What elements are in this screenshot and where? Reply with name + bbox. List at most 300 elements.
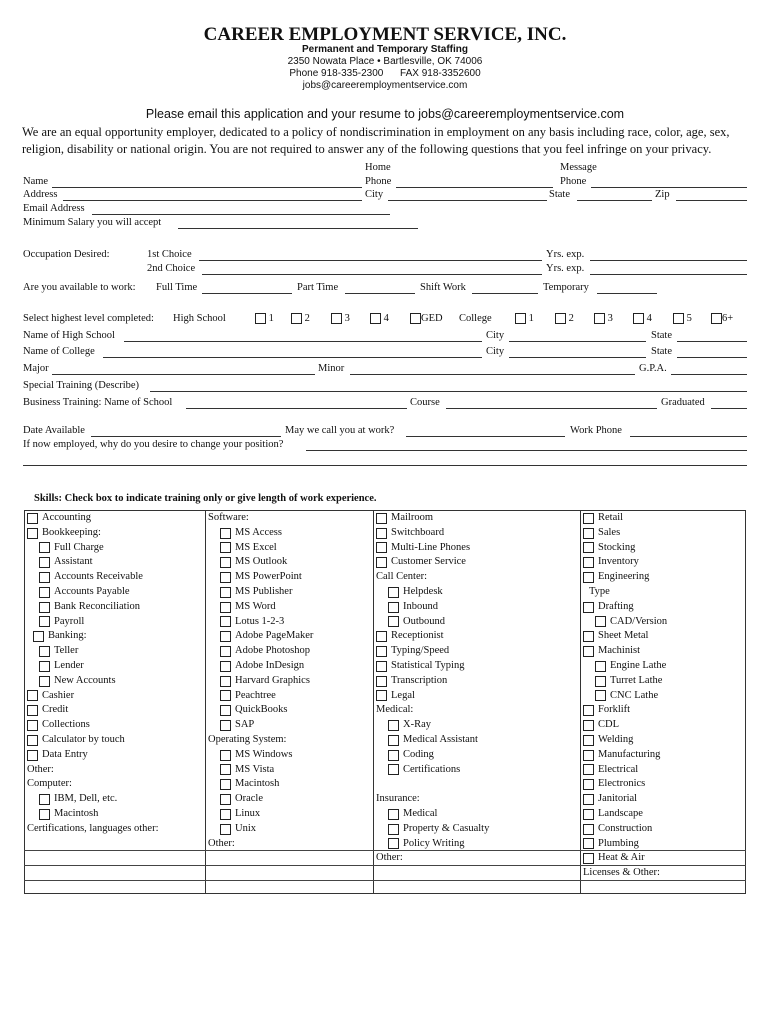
skill-label: Licenses & Other: [583, 867, 660, 879]
skill-manufacturing[interactable] [583, 748, 745, 763]
hs-level-3[interactable]: 3 [331, 313, 350, 324]
skill-adobe-pagemaker[interactable] [208, 629, 371, 644]
skill-computer [27, 777, 203, 792]
company-fax: FAX 918-3352600 [400, 68, 481, 79]
checkbox-icon[interactable] [220, 631, 231, 642]
checkbox-icon[interactable] [39, 616, 50, 627]
checkbox-icon[interactable] [220, 587, 231, 598]
skill-label: Macintosh [54, 807, 99, 819]
skill-ms-word[interactable] [208, 600, 371, 615]
city-field[interactable] [388, 200, 547, 201]
skill-other [376, 851, 578, 866]
skill-label: Property & Casualty [403, 822, 490, 834]
hs-level-2[interactable]: 2 [291, 313, 310, 324]
minor-field[interactable] [350, 374, 635, 375]
email-label: Email Address [23, 203, 85, 214]
checkbox-icon[interactable] [583, 572, 594, 583]
skill-label: Computer: [27, 778, 72, 790]
skill-policy-writing[interactable] [376, 837, 578, 852]
checkbox-icon[interactable] [27, 690, 38, 701]
skill-calculator-by-touch[interactable] [27, 733, 203, 748]
checkbox-icon[interactable] [220, 779, 231, 790]
skill-quickbooks[interactable] [208, 703, 371, 718]
skill-certifications-languages-other [27, 822, 203, 837]
checkbox-icon[interactable] [220, 705, 231, 716]
skill-data-entry[interactable] [27, 748, 203, 763]
state-field[interactable] [577, 200, 652, 201]
checkbox-icon[interactable] [27, 750, 38, 761]
address-field[interactable] [63, 200, 362, 201]
minor-label: Minor [318, 363, 345, 374]
skill-macintosh[interactable] [27, 807, 203, 822]
skill-label: Macintosh [235, 778, 280, 790]
checkbox-icon[interactable] [388, 809, 399, 820]
skill-ms-publisher[interactable] [208, 585, 371, 600]
checkbox-icon[interactable] [376, 557, 387, 568]
skill-receptionist[interactable] [376, 629, 578, 644]
skill-label: Drafting [598, 600, 634, 612]
checkbox-icon[interactable] [220, 764, 231, 775]
skill-ms-windows[interactable] [208, 748, 371, 763]
full-time-field[interactable] [202, 293, 292, 294]
skill-mailroom[interactable] [376, 511, 578, 526]
skill-peachtree[interactable] [208, 689, 371, 704]
checkbox-icon[interactable] [583, 602, 594, 613]
checkbox-icon[interactable] [583, 853, 594, 864]
checkbox-icon[interactable] [595, 690, 606, 701]
checkbox-icon[interactable] [220, 676, 231, 687]
skill-multi-line-phones[interactable] [376, 541, 578, 556]
college-city-field[interactable] [509, 357, 646, 358]
checkbox-icon[interactable] [583, 646, 594, 657]
skill-electrical[interactable] [583, 763, 745, 778]
checkbox-icon[interactable] [583, 750, 594, 761]
checkbox-icon[interactable] [583, 824, 594, 835]
skill-certifications[interactable] [376, 763, 578, 778]
home-label: Home [365, 162, 391, 173]
skill-blank-18 [376, 777, 578, 792]
skill-construction[interactable] [583, 822, 745, 837]
skill-cashier[interactable] [27, 689, 203, 704]
skill-label: Unix [235, 822, 256, 834]
second-yrs-label: Yrs. exp. [546, 263, 585, 274]
skill-medical-assistant[interactable] [376, 733, 578, 748]
skill-label: Landscape [598, 807, 643, 819]
skill-label: MS Publisher [235, 585, 293, 597]
checkbox-icon[interactable] [515, 313, 526, 324]
skill-banking[interactable] [27, 629, 203, 644]
checkbox-icon[interactable] [220, 572, 231, 583]
skill-ibm-dell-etc[interactable] [27, 792, 203, 807]
skill-label: Linux [235, 807, 261, 819]
course-label: Course [410, 397, 440, 408]
checkbox-icon[interactable] [376, 513, 387, 524]
checkbox-icon[interactable] [220, 690, 231, 701]
message-phone-field[interactable] [591, 187, 747, 188]
skill-electronics[interactable] [583, 777, 745, 792]
checkbox-icon[interactable] [583, 542, 594, 553]
work-phone-label: Work Phone [570, 425, 622, 436]
name-field[interactable] [52, 187, 362, 188]
skill-label: MS Windows [235, 748, 293, 760]
checkbox-icon[interactable] [39, 557, 50, 568]
skill-label: Calculator by touch [42, 733, 125, 745]
skill-label: Bank Reconciliation [54, 600, 141, 612]
checkbox-icon[interactable] [711, 313, 722, 324]
city-label: City [365, 189, 384, 200]
major-field[interactable] [52, 374, 315, 375]
skill-other [27, 763, 203, 778]
work-phone-field[interactable] [630, 436, 747, 437]
checkbox-icon[interactable] [220, 661, 231, 672]
skill-label: Certifications [403, 763, 461, 775]
skill-label: MS Access [235, 526, 282, 538]
skill-full-charge[interactable] [27, 541, 203, 556]
checkbox-icon[interactable] [376, 528, 387, 539]
checkbox-icon[interactable] [376, 690, 387, 701]
skill-inbound[interactable] [376, 600, 578, 615]
hs-name-field[interactable] [124, 341, 482, 342]
first-yrs-field[interactable] [590, 260, 747, 261]
skill-payroll[interactable] [27, 615, 203, 630]
state-label: State [549, 189, 570, 200]
college-level-4[interactable]: 4 [633, 313, 652, 324]
skill-cad-version[interactable] [583, 615, 745, 630]
first-choice-label: 1st Choice [147, 249, 192, 260]
skill-type [583, 585, 745, 600]
skill-collections[interactable] [27, 718, 203, 733]
skill-label: Heat & Air [598, 852, 645, 864]
checkbox-icon[interactable] [583, 631, 594, 642]
skill-label: Coding [403, 748, 434, 760]
skill-assistant[interactable] [27, 555, 203, 570]
skill-ms-access[interactable] [208, 526, 371, 541]
skill-lotus-1-2-3[interactable] [208, 615, 371, 630]
checkbox-icon[interactable] [583, 735, 594, 746]
college-level-1[interactable]: 1 [515, 313, 534, 324]
skill-macintosh[interactable] [208, 777, 371, 792]
checkbox-icon[interactable] [555, 313, 566, 324]
skill-welding[interactable] [583, 733, 745, 748]
checkbox-icon[interactable] [39, 572, 50, 583]
college-state-field[interactable] [677, 357, 747, 358]
checkbox-icon[interactable] [376, 661, 387, 672]
checkbox-icon[interactable] [291, 313, 302, 324]
checkbox-icon[interactable] [388, 735, 399, 746]
skill-label: MS Outlook [235, 556, 288, 568]
skill-cdl[interactable] [583, 718, 745, 733]
graduated-label: Graduated [661, 397, 705, 408]
checkbox-icon[interactable] [410, 313, 421, 324]
checkbox-icon[interactable] [33, 631, 44, 642]
skill-label: Other: [208, 837, 235, 849]
skill-label: Inbound [403, 600, 438, 612]
skill-coding[interactable] [376, 748, 578, 763]
checkbox-icon[interactable] [27, 735, 38, 746]
checkbox-icon[interactable] [583, 809, 594, 820]
course-field[interactable] [446, 408, 657, 409]
skill-label: Credit [42, 704, 69, 716]
checkbox-icon[interactable] [376, 542, 387, 553]
hs-level-4[interactable]: 4 [370, 313, 389, 324]
checkbox-icon[interactable] [39, 809, 50, 820]
checkbox-icon[interactable] [220, 824, 231, 835]
checkbox-icon[interactable] [39, 794, 50, 805]
skill-label: MS Excel [235, 541, 277, 553]
skill-machinist[interactable] [583, 644, 745, 659]
skill-teller[interactable] [27, 644, 203, 659]
hs-city-field[interactable] [509, 341, 646, 342]
checkbox-icon[interactable] [388, 824, 399, 835]
special-training-label: Special Training (Describe) [23, 380, 140, 391]
checkbox-icon[interactable] [39, 676, 50, 687]
checkbox-icon[interactable] [376, 676, 387, 687]
checkbox-icon[interactable] [583, 794, 594, 805]
skill-label: Outbound [403, 615, 445, 627]
skill-plumbing[interactable] [583, 837, 745, 852]
call-at-work-field[interactable] [406, 436, 565, 437]
special-training-field[interactable] [150, 391, 747, 392]
checkbox-icon[interactable] [220, 602, 231, 613]
college-level-5[interactable]: 5 [673, 313, 692, 324]
zip-field[interactable] [676, 200, 747, 201]
checkbox-icon[interactable] [388, 587, 399, 598]
skill-janitorial[interactable] [583, 792, 745, 807]
skill-label: Switchboard [391, 526, 445, 538]
skill-adobe-photoshop[interactable] [208, 644, 371, 659]
skill-label: Helpdesk [403, 585, 443, 597]
checkbox-icon[interactable] [583, 513, 594, 524]
checkbox-icon[interactable] [673, 313, 684, 324]
skill-label: Customer Service [391, 556, 466, 568]
checkbox-icon[interactable] [388, 720, 399, 731]
checkbox-icon[interactable] [583, 720, 594, 731]
checkbox-icon[interactable] [220, 616, 231, 627]
college-level-2[interactable]: 2 [555, 313, 574, 324]
checkbox-icon[interactable] [388, 764, 399, 775]
address-label: Address [23, 189, 58, 200]
checkbox-icon[interactable] [39, 646, 50, 657]
skill-harvard-graphics[interactable] [208, 674, 371, 689]
skill-drafting[interactable] [583, 600, 745, 615]
skill-turret-lathe[interactable] [583, 674, 745, 689]
checkbox-icon[interactable] [220, 794, 231, 805]
skill-label: Medical: [376, 704, 414, 716]
checkbox-icon[interactable] [27, 513, 38, 524]
skill-ms-excel[interactable] [208, 541, 371, 556]
message-phone-label: Phone [560, 176, 587, 187]
skill-label: Data Entry [42, 748, 88, 760]
skill-outbound[interactable] [376, 615, 578, 630]
skill-label: Retail [598, 512, 624, 523]
skill-credit[interactable] [27, 703, 203, 718]
eeo-policy: We are an equal opportunity employer, dedicated to a policy of nondiscrimination in employment on any basis including race, color, age, sex, religion, disability or national origin. You are not required to answer any of the following questions that you feel infringe on your privacy. [22, 125, 730, 156]
checkbox-icon[interactable] [594, 313, 605, 324]
phone-fax-line [0, 68, 770, 79]
skill-sales[interactable] [583, 526, 745, 541]
checkbox-icon[interactable] [27, 528, 38, 539]
checkbox-icon[interactable] [39, 542, 50, 553]
skill-cnc-lathe[interactable] [583, 689, 745, 704]
skill-label: Software: [208, 512, 249, 523]
college-state-label: State [651, 346, 672, 357]
college-name-field[interactable] [103, 357, 482, 358]
skill-helpdesk[interactable] [376, 585, 578, 600]
skill-medical [376, 703, 578, 718]
salary-field[interactable] [178, 228, 418, 229]
skill-heat-air[interactable] [583, 851, 745, 866]
skill-ms-outlook[interactable] [208, 555, 371, 570]
skill-ms-vista[interactable] [208, 763, 371, 778]
skills-column-3 [376, 511, 578, 866]
temporary-field[interactable] [597, 293, 657, 294]
checkbox-icon[interactable] [583, 838, 594, 849]
skill-label: Adobe PageMaker [235, 630, 314, 642]
second-yrs-field[interactable] [590, 274, 747, 275]
checkbox-icon[interactable] [595, 616, 606, 627]
skill-property-casualty[interactable] [376, 822, 578, 837]
skill-accounting[interactable] [27, 511, 203, 526]
email-instruction: Please email this application and your resume to jobs@careeremploymentservice.com [145, 107, 625, 121]
skill-label: MS PowerPoint [235, 571, 302, 583]
graduated-field[interactable] [711, 408, 747, 409]
gpa-field[interactable] [671, 374, 747, 375]
skill-label: IBM, Dell, etc. [54, 793, 118, 805]
checkbox-icon[interactable] [220, 720, 231, 731]
skill-accounts-receivable[interactable] [27, 570, 203, 585]
skill-ms-powerpoint[interactable] [208, 570, 371, 585]
skill-engineering[interactable] [583, 570, 745, 585]
skill-label: Teller [54, 645, 79, 657]
checkbox-icon[interactable] [220, 809, 231, 820]
ged-option[interactable]: GED [410, 313, 443, 324]
skill-oracle[interactable] [208, 792, 371, 807]
skill-label: Lotus 1-2-3 [235, 615, 285, 627]
checkbox-icon[interactable] [27, 720, 38, 731]
checkbox-icon[interactable] [595, 676, 606, 687]
skill-linux[interactable] [208, 807, 371, 822]
skill-label: Other: [376, 852, 403, 864]
skill-label: New Accounts [54, 674, 116, 686]
education-select-label: Select highest level completed: [23, 313, 154, 324]
checkbox-icon[interactable] [39, 587, 50, 598]
skill-customer-service[interactable] [376, 555, 578, 570]
hs-level-1[interactable]: 1 [255, 313, 274, 324]
skill-label: Manufacturing [598, 748, 661, 760]
college-level-6[interactable]: 6+ [711, 313, 733, 324]
first-choice-field[interactable] [199, 260, 542, 261]
skill-retail[interactable] [583, 511, 745, 526]
skill-accounts-payable[interactable] [27, 585, 203, 600]
skill-label: Stocking [598, 541, 636, 553]
skills-column-4 [583, 511, 745, 881]
checkbox-icon[interactable] [255, 313, 266, 324]
part-time-field[interactable] [345, 293, 415, 294]
checkbox-icon[interactable] [376, 646, 387, 657]
skill-landscape[interactable] [583, 807, 745, 822]
skill-legal[interactable] [376, 689, 578, 704]
checkbox-icon[interactable] [27, 705, 38, 716]
skill-stocking[interactable] [583, 541, 745, 556]
skill-medical[interactable] [376, 807, 578, 822]
skill-label: Cashier [42, 689, 75, 701]
skill-sheet-metal[interactable] [583, 629, 745, 644]
date-available-field[interactable] [91, 436, 281, 437]
checkbox-icon[interactable] [376, 631, 387, 642]
checkbox-icon[interactable] [220, 557, 231, 568]
name-label: Name [23, 176, 49, 187]
checkbox-icon[interactable] [595, 661, 606, 672]
skill-sap[interactable] [208, 718, 371, 733]
skill-label: QuickBooks [235, 704, 288, 716]
checkbox-icon[interactable] [220, 528, 231, 539]
skill-engine-lathe[interactable] [583, 659, 745, 674]
checkbox-icon[interactable] [39, 602, 50, 613]
change-position-field[interactable] [306, 450, 747, 451]
checkbox-icon[interactable] [583, 779, 594, 790]
shift-work-field[interactable] [472, 293, 538, 294]
checkbox-icon[interactable] [388, 838, 399, 849]
checkbox-icon[interactable] [388, 616, 399, 627]
skill-inventory[interactable] [583, 555, 745, 570]
skill-typing-speed[interactable] [376, 644, 578, 659]
skill-other [208, 837, 371, 852]
college-name-label: Name of College [23, 346, 95, 357]
skill-new-accounts[interactable] [27, 674, 203, 689]
skill-label: Assistant [54, 556, 93, 568]
business-school-field[interactable] [186, 408, 407, 409]
checkbox-icon[interactable] [583, 764, 594, 775]
hs-name-label: Name of High School [23, 330, 115, 341]
email-field[interactable] [92, 214, 390, 215]
checkbox-icon[interactable] [220, 542, 231, 553]
checkbox-icon[interactable] [583, 557, 594, 568]
checkbox-icon[interactable] [583, 528, 594, 539]
grid-divider [373, 510, 374, 894]
date-available-label: Date Available [23, 425, 85, 436]
skill-bookkeeping[interactable] [27, 526, 203, 541]
skill-transcription[interactable] [376, 674, 578, 689]
skill-lender[interactable] [27, 659, 203, 674]
skill-label: Call Center: [376, 571, 428, 583]
skill-switchboard[interactable] [376, 526, 578, 541]
checkbox-icon[interactable] [39, 661, 50, 672]
home-phone-field[interactable] [396, 187, 553, 188]
college-level-3[interactable]: 3 [594, 313, 613, 324]
skill-bank-reconciliation[interactable] [27, 600, 203, 615]
checkbox-icon[interactable] [220, 646, 231, 657]
checkbox-icon[interactable] [388, 750, 399, 761]
checkbox-icon[interactable] [331, 313, 342, 324]
checkbox-icon[interactable] [388, 602, 399, 613]
checkbox-icon[interactable] [583, 705, 594, 716]
skill-label: Medical [403, 807, 438, 819]
skill-forklift[interactable] [583, 703, 745, 718]
skill-adobe-indesign[interactable] [208, 659, 371, 674]
second-choice-field[interactable] [202, 274, 542, 275]
checkbox-icon[interactable] [370, 313, 381, 324]
skill-label: Policy Writing [403, 837, 465, 849]
gpa-label: G.P.A. [639, 363, 667, 374]
checkbox-icon[interactable] [220, 750, 231, 761]
skill-unix[interactable] [208, 822, 371, 837]
skill-statistical-typing[interactable] [376, 659, 578, 674]
hs-state-field[interactable] [677, 341, 747, 342]
skill-x-ray[interactable] [376, 718, 578, 733]
skills-title: Skills: Check box to indicate training only or give length of work experience. [34, 493, 377, 504]
change-position-field-2[interactable] [23, 465, 747, 466]
checkbox-icon[interactable] [633, 313, 644, 324]
